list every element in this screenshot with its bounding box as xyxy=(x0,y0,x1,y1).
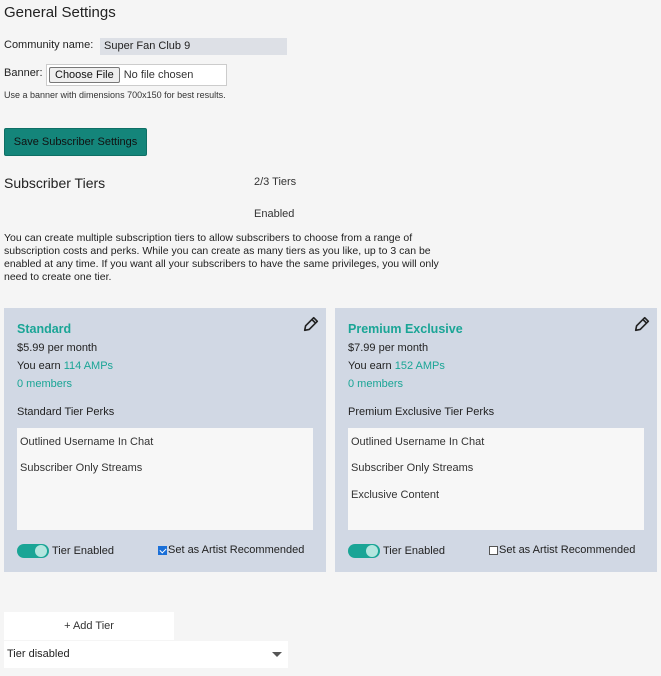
tier-count: 2/3 Tiers xyxy=(254,176,297,188)
tier-name: Standard xyxy=(17,322,72,336)
tier-earnings xyxy=(348,360,445,372)
banner-hint: Use a banner with dimensions 700x150 for best results. xyxy=(4,90,226,100)
earn-prefix: You earn xyxy=(348,360,395,372)
tier-name: Premium Exclusive xyxy=(348,322,463,336)
tier-enabled-label: Tier Enabled xyxy=(52,545,114,557)
tier-enabled-label: Tier Enabled xyxy=(383,545,445,557)
pencil-icon[interactable] xyxy=(302,315,320,333)
tier-status-value: Tier disabled xyxy=(7,648,70,660)
artist-recommended-label: Set as Artist Recommended xyxy=(499,544,636,556)
earn-prefix: You earn xyxy=(17,360,64,372)
enabled-label: Enabled xyxy=(254,208,295,220)
tier-card-standard xyxy=(4,308,326,572)
tier-members-link[interactable]: 0 members xyxy=(348,378,404,390)
tier-status-select[interactable] xyxy=(4,641,288,668)
perk-item: Subscriber Only Streams xyxy=(20,462,143,474)
tier-enabled-toggle[interactable] xyxy=(17,544,49,558)
tier-members-link[interactable]: 0 members xyxy=(17,378,73,390)
choose-file-button[interactable]: Choose File xyxy=(49,67,120,83)
tier-earnings xyxy=(17,360,113,372)
chevron-down-icon xyxy=(272,652,282,657)
tier-perks-list xyxy=(17,428,313,530)
toggle-knob xyxy=(366,545,378,557)
earn-amount: 152 AMPs xyxy=(394,360,445,372)
add-tier-button[interactable]: + Add Tier xyxy=(4,612,174,640)
general-settings-heading: General Settings xyxy=(4,4,116,21)
artist-recommended-checkbox[interactable] xyxy=(489,546,498,555)
perk-item: Exclusive Content xyxy=(351,489,440,501)
tier-price: $7.99 per month xyxy=(348,342,429,354)
banner-label: Banner: xyxy=(4,67,43,79)
toggle-knob xyxy=(35,545,47,557)
tiers-description: You can create multiple subscription tiers to allow subscribers to choose from a range of subscription costs and perks. While you can create as many tiers as you like, up to 3 can be enabled at any time. If you want all your subscribers to have the same privileges, you will only need to create one tier. xyxy=(4,232,439,283)
tier-perks-heading: Standard Tier Perks xyxy=(17,406,115,418)
artist-recommended-checkbox[interactable] xyxy=(158,546,167,555)
tier-price: $5.99 per month xyxy=(17,342,98,354)
artist-recommended-label: Set as Artist Recommended xyxy=(168,544,305,556)
pencil-icon[interactable] xyxy=(633,315,651,333)
perk-item: Subscriber Only Streams xyxy=(351,462,474,474)
tier-enabled-toggle[interactable] xyxy=(348,544,380,558)
subscriber-tiers-heading: Subscriber Tiers xyxy=(4,175,106,191)
perk-item: Outlined Username In Chat xyxy=(20,436,154,448)
file-status-text: No file chosen xyxy=(123,69,194,81)
earn-amount: 114 AMPs xyxy=(63,360,114,372)
banner-file-input[interactable] xyxy=(46,64,227,86)
save-subscriber-settings-button[interactable]: Save Subscriber Settings xyxy=(4,128,147,156)
tier-card-premium-exclusive xyxy=(335,308,657,572)
community-name-label: Community name: xyxy=(4,39,94,51)
tier-perks-heading: Premium Exclusive Tier Perks xyxy=(348,406,495,418)
perk-item: Outlined Username In Chat xyxy=(351,436,485,448)
tier-perks-list xyxy=(348,428,644,530)
community-name-input[interactable]: Super Fan Club 9 xyxy=(100,38,287,55)
